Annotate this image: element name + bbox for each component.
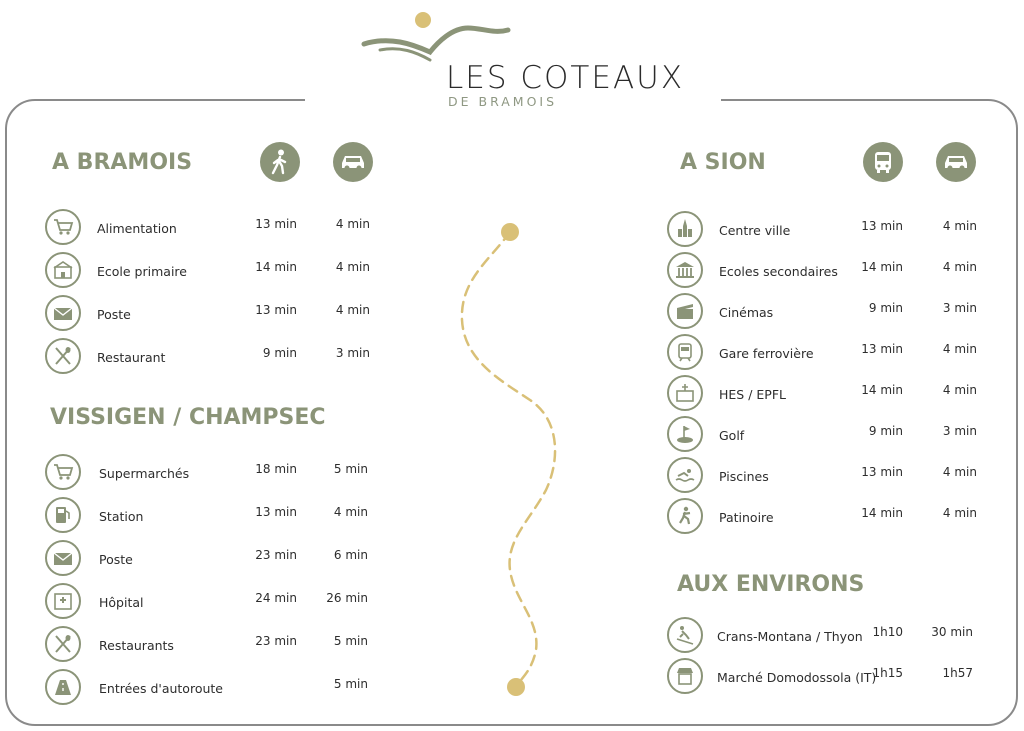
shopping-cart-icon	[45, 454, 81, 490]
time-primary: 14 min	[255, 260, 297, 274]
row-label: HES / EPFL	[719, 387, 786, 402]
list-item	[45, 209, 385, 249]
time-primary: 13 min	[861, 219, 903, 233]
time-primary: 14 min	[861, 506, 903, 520]
time-primary: 18 min	[255, 462, 297, 476]
row-label: Centre ville	[719, 223, 791, 238]
time-car: 30 min	[931, 625, 973, 639]
time-primary: 1h10	[872, 625, 903, 639]
time-car: 4 min	[942, 506, 977, 520]
mail-envelope-icon	[45, 295, 81, 331]
walking-person-icon	[260, 142, 300, 182]
fork-spoon-icon	[45, 338, 81, 374]
time-primary: 13 min	[255, 303, 297, 317]
time-car: 4 min	[942, 260, 977, 274]
section-heading-bramois: A BRAMOIS	[52, 150, 193, 175]
time-primary: 23 min	[255, 634, 297, 648]
temple-building-icon	[667, 252, 703, 288]
list-item	[45, 454, 385, 494]
list-item	[667, 416, 987, 456]
row-label: Ecoles secondaires	[719, 264, 838, 279]
list-item	[45, 626, 385, 666]
market-stall-icon	[667, 658, 703, 694]
time-car: 4 min	[942, 342, 977, 356]
time-primary: 13 min	[255, 505, 297, 519]
row-label: Restaurant	[97, 350, 166, 365]
time-primary: 9 min	[868, 424, 903, 438]
row-label: Crans-Montana / Thyon	[717, 629, 863, 644]
row-label: Restaurants	[99, 638, 174, 653]
list-item	[667, 211, 987, 251]
time-primary: 24 min	[255, 591, 297, 605]
section-heading-vissigen: VISSIGEN / CHAMPSEC	[50, 405, 326, 430]
bus-icon	[863, 142, 903, 182]
time-car: 1h57	[942, 666, 973, 680]
list-item	[45, 252, 385, 292]
time-car: 5 min	[333, 462, 368, 476]
list-item	[45, 540, 385, 580]
time-primary: 1h15	[872, 666, 903, 680]
fuel-pump-icon	[45, 497, 81, 533]
list-item	[667, 498, 987, 538]
list-item	[667, 252, 987, 292]
row-label: Piscines	[719, 469, 769, 484]
time-car: 4 min	[942, 219, 977, 233]
row-label: Ecole primaire	[97, 264, 187, 279]
logo-subtitle: DE BRAMOIS	[448, 94, 558, 109]
list-item	[45, 669, 385, 709]
shopping-cart-icon	[45, 209, 81, 245]
row-label: Cinémas	[719, 305, 774, 320]
car-icon	[333, 142, 373, 182]
list-item	[667, 375, 987, 415]
row-label: Entrées d'autoroute	[99, 681, 223, 696]
list-item	[667, 293, 987, 333]
route-path	[450, 220, 590, 700]
time-car: 4 min	[335, 303, 370, 317]
time-primary: 13 min	[861, 465, 903, 479]
clapperboard-icon	[667, 293, 703, 329]
time-car: 3 min	[335, 346, 370, 360]
section-heading-sion: A SION	[680, 150, 766, 175]
list-item	[45, 338, 385, 378]
skier-icon	[667, 617, 703, 653]
time-car: 3 min	[942, 424, 977, 438]
time-primary: 13 min	[255, 217, 297, 231]
list-item	[667, 658, 987, 698]
row-label: Golf	[719, 428, 745, 443]
row-label: Patinoire	[719, 510, 774, 525]
time-car: 4 min	[942, 465, 977, 479]
mail-envelope-icon	[45, 540, 81, 576]
time-car: 4 min	[335, 217, 370, 231]
row-label: Poste	[97, 307, 131, 322]
fork-spoon-icon	[45, 626, 81, 662]
row-label: Marché Domodossola (IT)	[717, 670, 877, 685]
time-car: 6 min	[333, 548, 368, 562]
time-primary: 14 min	[861, 260, 903, 274]
highway-icon	[45, 669, 81, 705]
row-label: Station	[99, 509, 144, 524]
time-primary: 13 min	[861, 342, 903, 356]
section-heading-environs: AUX ENVIRONS	[677, 572, 865, 597]
list-item	[667, 457, 987, 497]
car-icon	[936, 142, 976, 182]
list-item	[667, 334, 987, 374]
list-item	[45, 583, 385, 623]
list-item	[667, 617, 987, 657]
row-label: Poste	[99, 552, 133, 567]
university-icon	[667, 375, 703, 411]
row-label: Gare ferrovière	[719, 346, 814, 361]
time-car: 5 min	[333, 677, 368, 691]
row-label: Alimentation	[97, 221, 177, 236]
logo-title: LES COTEAUX	[446, 60, 685, 96]
time-car: 5 min	[333, 634, 368, 648]
swimmer-icon	[667, 457, 703, 493]
time-car: 4 min	[335, 260, 370, 274]
golf-flag-icon	[667, 416, 703, 452]
time-car: 4 min	[942, 383, 977, 397]
row-label: Supermarchés	[99, 466, 190, 481]
time-car: 3 min	[942, 301, 977, 315]
hockey-player-icon	[667, 498, 703, 534]
time-primary: 9 min	[868, 301, 903, 315]
train-icon	[667, 334, 703, 370]
time-primary: 9 min	[262, 346, 297, 360]
time-primary: 14 min	[861, 383, 903, 397]
list-item	[45, 295, 385, 335]
logo	[360, 8, 685, 112]
list-item	[45, 497, 385, 537]
cathedral-icon	[667, 211, 703, 247]
row-label: Hôpital	[99, 595, 144, 610]
time-car: 4 min	[333, 505, 368, 519]
time-primary: 23 min	[255, 548, 297, 562]
school-icon	[45, 252, 81, 288]
time-car: 26 min	[326, 591, 368, 605]
hospital-icon	[45, 583, 81, 619]
